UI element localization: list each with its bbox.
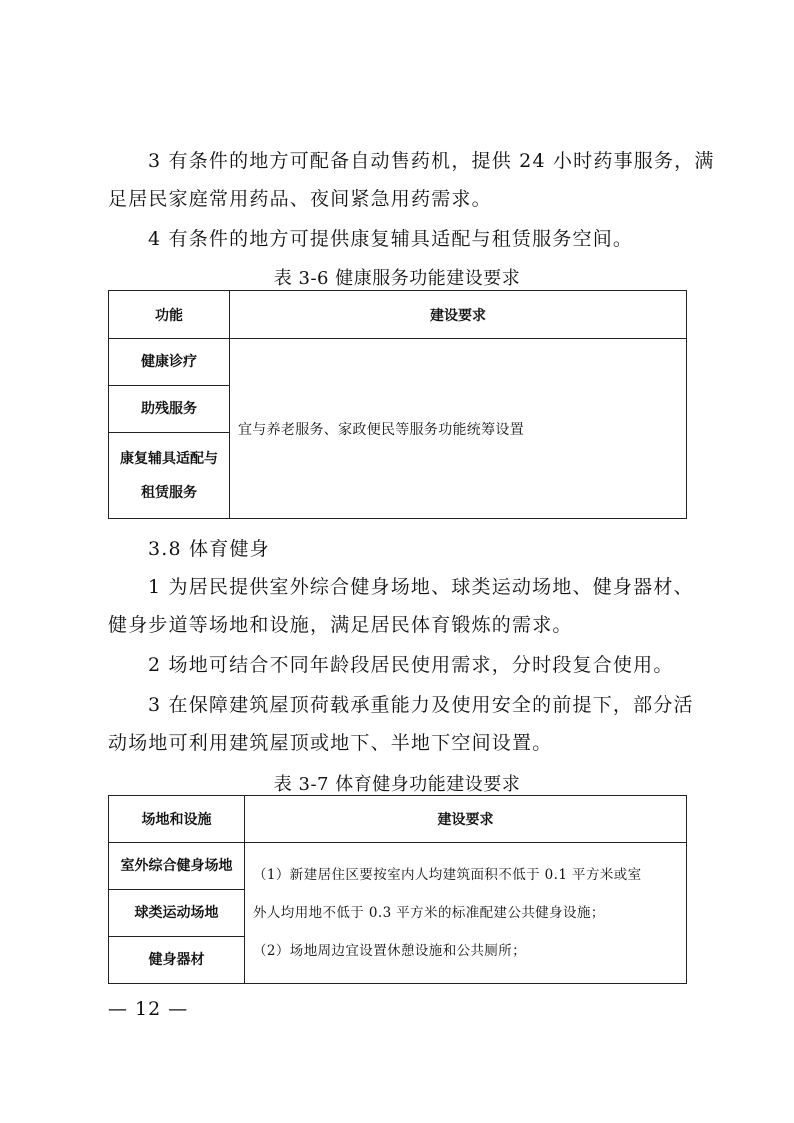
table-header-row xyxy=(109,796,687,843)
requirement-line-3: （2）场地周边宜设置休憩设施和公共厕所； xyxy=(253,943,527,959)
header-requirement: 建设要求 xyxy=(245,796,687,843)
function-cell: 健身器材 xyxy=(109,937,245,984)
requirement-cell: 宜与养老服务、家政便民等服务功能统筹设置 xyxy=(230,339,687,519)
section-item-1-line-1: 1 为居民提供室外综合健身场地、球类运动场地、健身器材、 xyxy=(148,576,694,598)
requirement-cell xyxy=(245,843,687,984)
section-item-2: 2 场地可结合不同年龄段居民使用需求，分时段复合使用。 xyxy=(148,654,674,676)
paragraph-2: 4 有条件的地方可提供康复辅具适配与租赁服务空间。 xyxy=(148,228,634,250)
table-3-7-caption: 表 3-7 体育健身功能建设要求 xyxy=(273,774,521,795)
function-cell: 室外综合健身场地 xyxy=(109,843,245,890)
paragraph-1-line-2: 足居民家庭常用药品、夜间紧急用药需求。 xyxy=(108,188,492,210)
function-cell xyxy=(109,433,230,519)
table-row xyxy=(109,843,687,890)
function-cell: 健康诊疗 xyxy=(109,339,230,386)
section-item-3-line-1: 3 在保障建筑屋顶荷载承重能力及使用安全的前提下，部分活 xyxy=(148,694,694,716)
table-header-row xyxy=(109,291,687,339)
table-row xyxy=(109,339,687,386)
section-heading: 3.8 体育健身 xyxy=(148,538,270,560)
section-item-3-line-2: 动场地可利用建筑屋顶或地下、半地下空间设置。 xyxy=(108,732,553,754)
table-3-6-caption: 表 3-6 健康服务功能建设要求 xyxy=(273,268,521,289)
paragraph-1-line-1: 3 有条件的地方可配备自动售药机，提供 24 小时药事服务，满 xyxy=(148,150,715,172)
function-cell-line-1: 康复辅具适配与 xyxy=(120,450,218,467)
section-item-1-line-2: 健身步道等场地和设施，满足居民体育锻炼的需求。 xyxy=(108,614,573,636)
function-cell-line-2: 租赁服务 xyxy=(141,484,197,501)
requirement-line-1: （1）新建居住区要按室内人均建筑面积不低于 0.1 平方米或室 xyxy=(253,867,642,883)
function-cell: 球类运动场地 xyxy=(109,890,245,937)
header-facility: 场地和设施 xyxy=(109,796,245,843)
page-number: — 12 — xyxy=(108,998,189,1020)
table-3-6 xyxy=(108,290,687,519)
requirement-line-2: 外人均用地不低于 0.3 平方米的标准配建公共健身设施； xyxy=(253,905,605,921)
table-3-7 xyxy=(108,795,687,984)
function-cell: 助残服务 xyxy=(109,386,230,433)
header-requirement: 建设要求 xyxy=(230,291,687,339)
header-function: 功能 xyxy=(109,291,230,339)
